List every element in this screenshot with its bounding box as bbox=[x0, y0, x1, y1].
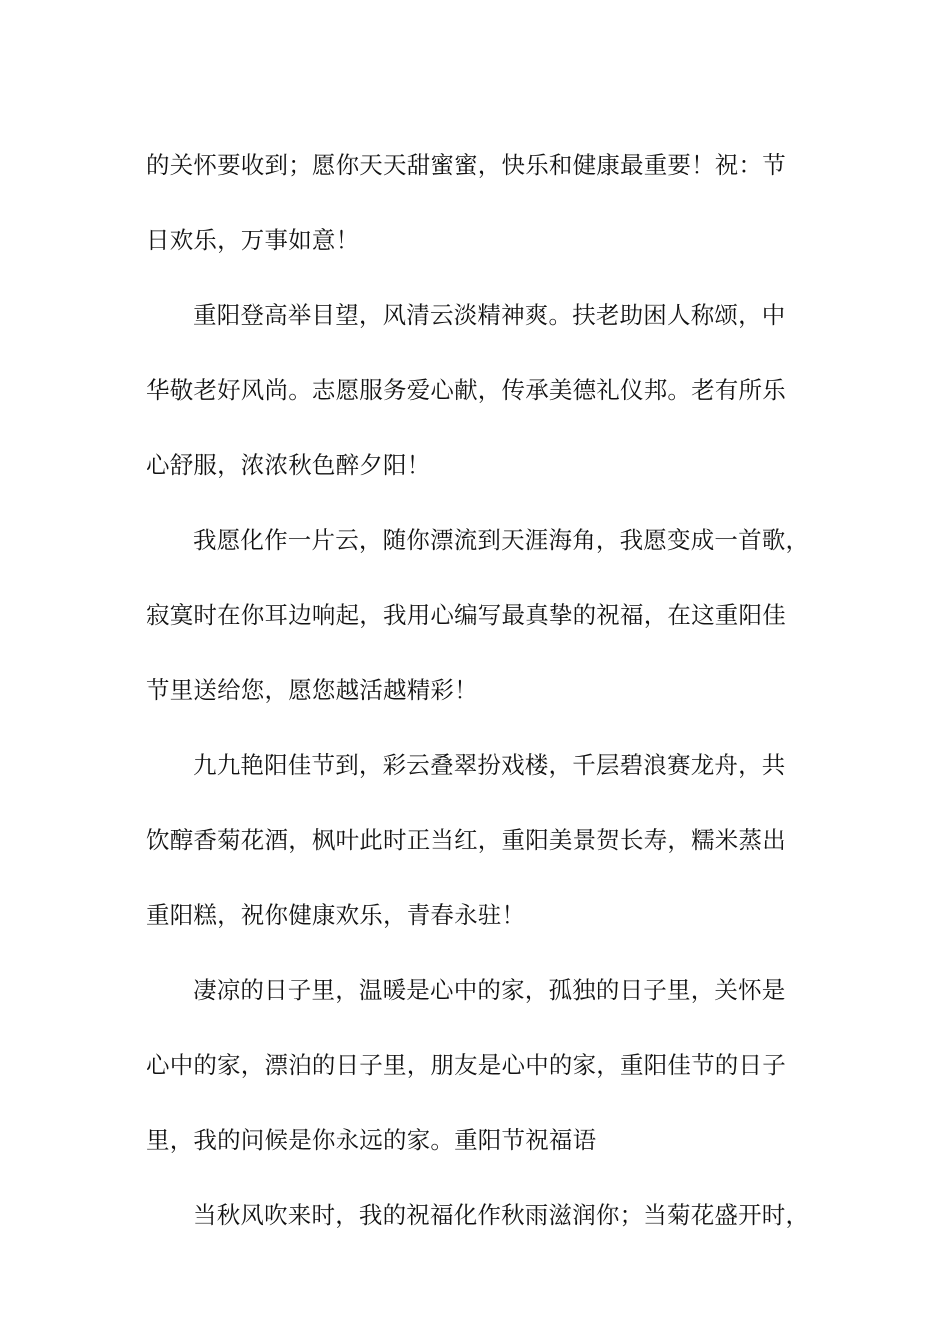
text-line: 的关怀要收到；愿你天天甜蜜蜜，快乐和健康最重要！祝：节 bbox=[146, 151, 786, 179]
paragraph-3 bbox=[146, 503, 826, 728]
text-line: 里，我的问候是你永远的家。重阳节祝福语 bbox=[146, 1126, 597, 1154]
text-line: 心中的家，漂泊的日子里，朋友是心中的家，重阳佳节的日子 bbox=[146, 1051, 786, 1079]
text-line: 我愿化作一片云，随你漂流到天涯海角，我愿变成一首歌， bbox=[193, 526, 810, 554]
paragraph-1 bbox=[146, 128, 826, 278]
text-line: 寂寞时在你耳边响起，我用心编写最真挚的祝福，在这重阳佳 bbox=[146, 601, 786, 629]
paragraph-2 bbox=[146, 278, 826, 503]
text-line: 饮醇香菊花酒，枫叶此时正当红，重阳美景贺长寿，糯米蒸出 bbox=[146, 826, 786, 854]
text-line: 华敬老好风尚。志愿服务爱心献，传承美德礼仪邦。老有所乐 bbox=[146, 376, 786, 404]
text-line: 心舒服，浓浓秋色醉夕阳！ bbox=[146, 451, 431, 479]
text-line: 日欢乐，万事如意！ bbox=[146, 226, 360, 254]
text-line: 凄凉的日子里，温暖是心中的家，孤独的日子里，关怀是 bbox=[193, 976, 786, 1004]
text-line: 节里送给您，愿您越活越精彩！ bbox=[146, 676, 478, 704]
document-body bbox=[146, 128, 826, 1253]
paragraph-5 bbox=[146, 953, 826, 1178]
text-line: 重阳登高举目望，风清云淡精神爽。扶老助困人称颂，中 bbox=[193, 301, 786, 329]
text-line: 九九艳阳佳节到，彩云叠翠扮戏楼，千层碧浪赛龙舟，共 bbox=[193, 751, 786, 779]
text-line: 当秋风吹来时，我的祝福化作秋雨滋润你；当菊花盛开时， bbox=[193, 1201, 810, 1229]
paragraph-4 bbox=[146, 728, 826, 953]
paragraph-6 bbox=[146, 1178, 826, 1253]
text-line: 重阳糕，祝你健康欢乐，青春永驻！ bbox=[146, 901, 526, 929]
